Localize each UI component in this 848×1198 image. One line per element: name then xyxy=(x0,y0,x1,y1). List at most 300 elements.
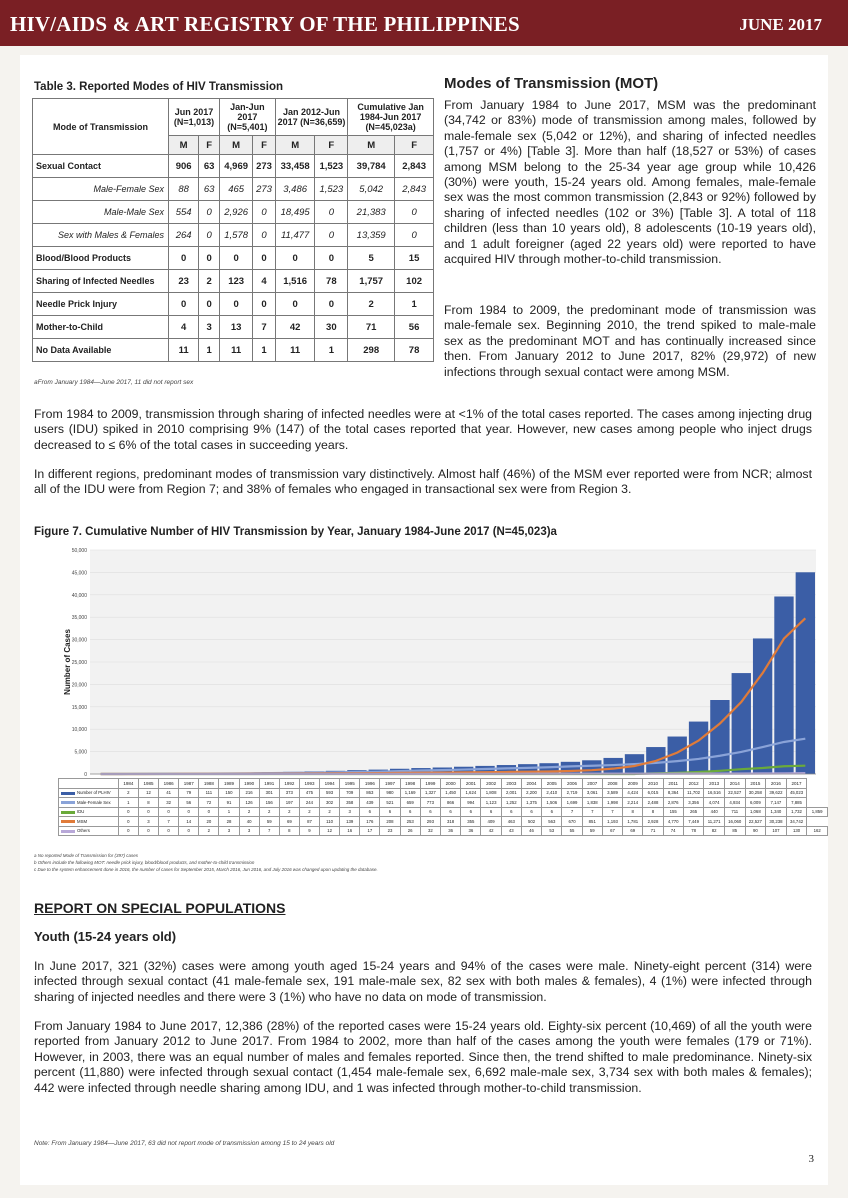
data-label: 6 xyxy=(501,807,521,817)
table-cell: 33,458 xyxy=(275,155,315,178)
table-cell: 1 xyxy=(395,293,434,316)
data-label: 4,770 xyxy=(663,817,683,827)
data-label: 373 xyxy=(279,788,299,798)
data-label: 8 xyxy=(643,807,663,817)
legend-entry xyxy=(59,817,119,827)
table-cell: 102 xyxy=(395,270,434,293)
table-cell: 1 xyxy=(253,339,276,362)
table-cell: 0 xyxy=(169,247,199,270)
data-label: 670 xyxy=(562,817,582,827)
bar-2007 xyxy=(582,760,601,774)
col-header: Jun 2017 (N=1,013) xyxy=(169,99,220,136)
table-cell: 465 xyxy=(220,178,253,201)
data-label: 440 xyxy=(704,807,725,817)
x-tick-label: 2009 xyxy=(623,779,643,789)
table-cell: 1 xyxy=(199,339,220,362)
sex-header-cell: M xyxy=(169,136,199,155)
table-row xyxy=(33,270,434,293)
x-tick-label: 1992 xyxy=(279,779,299,789)
data-label: 711 xyxy=(724,807,745,817)
x-tick-label: 1985 xyxy=(138,779,158,789)
data-label: 107 xyxy=(766,826,787,836)
data-label: 0 xyxy=(118,817,138,827)
data-label: 6 xyxy=(400,807,420,817)
data-label: 980 xyxy=(380,788,400,798)
x-tick-label: 2017 xyxy=(786,779,807,789)
data-label: 1,699 xyxy=(562,798,582,808)
youth-paragraph-1: In June 2017, 321 (32%) cases were among youth aged 15-24 years and 94% of the cases were male. Ninety-eight percent (314) were infected through sexual contact (41 male-female sex, 191 male-male sex, 82 sex with both males & females), 4 (1%) were infected through sharing of injected needles and there were 3 (1%) who have no data on mode of transmission. xyxy=(34,959,812,1004)
data-label: 1,838 xyxy=(582,798,602,808)
data-label: 302 xyxy=(320,798,340,808)
y-tick-label: 20,000 xyxy=(71,682,87,689)
data-label: 8 xyxy=(138,798,158,808)
data-label: 110 xyxy=(320,817,340,827)
data-label: 2,876 xyxy=(663,798,683,808)
x-tick-label: 1999 xyxy=(420,779,440,789)
table-cell: 0 xyxy=(315,201,348,224)
table-row xyxy=(33,316,434,339)
x-tick-label: 1994 xyxy=(320,779,340,789)
data-label: 7 xyxy=(582,807,602,817)
y-tick-label: 50,000 xyxy=(71,548,87,554)
sex-header-cell: F xyxy=(199,136,220,155)
data-label: 7,885 xyxy=(786,798,807,808)
data-label: 3 xyxy=(340,807,360,817)
x-tick-label: 1991 xyxy=(259,779,279,789)
row-label: No Data Available xyxy=(33,339,169,362)
data-label: 563 xyxy=(542,817,562,827)
data-label: 6 xyxy=(420,807,440,817)
series-row xyxy=(59,798,828,808)
series-row xyxy=(59,807,828,817)
table-row xyxy=(33,247,434,270)
table-cell: 1,757 xyxy=(348,270,395,293)
table-cell: 0 xyxy=(199,201,220,224)
data-label: 67 xyxy=(602,826,622,836)
figure7-title: Figure 7. Cumulative Number of HIV Transmission by Year, January 1984-June 2017 (N=45,023)a xyxy=(34,526,557,538)
table-cell: 2,843 xyxy=(395,178,434,201)
figure7-chart xyxy=(60,545,820,777)
data-label: 0 xyxy=(138,807,158,817)
y-tick-label: 10,000 xyxy=(71,727,87,734)
data-label: 46 xyxy=(521,826,541,836)
data-label: 1,375 xyxy=(521,798,541,808)
table-cell: 1,523 xyxy=(315,155,348,178)
y-tick-label: 15,000 xyxy=(71,704,87,711)
row-label: Sexual Contact xyxy=(33,155,169,178)
data-label: 3 xyxy=(138,817,158,827)
x-tick-label: 2010 xyxy=(643,779,663,789)
legend-entry xyxy=(59,798,119,808)
table-cell: 0 xyxy=(253,201,276,224)
data-label: 318 xyxy=(441,817,461,827)
data-label: 1,624 xyxy=(461,788,481,798)
data-label: 42 xyxy=(481,826,501,836)
data-label: 502 xyxy=(521,817,541,827)
data-label: 4,934 xyxy=(724,798,745,808)
data-label: 253 xyxy=(400,817,420,827)
x-tick-label: 1996 xyxy=(360,779,380,789)
table-cell: 88 xyxy=(169,178,199,201)
data-label: 3,356 xyxy=(683,798,704,808)
data-label: 2 xyxy=(279,807,299,817)
data-label: 2 xyxy=(199,826,219,836)
data-label: 2,001 xyxy=(501,788,521,798)
x-tick-label: 2000 xyxy=(441,779,461,789)
data-label: 3 xyxy=(219,826,239,836)
table-cell: 4 xyxy=(169,316,199,339)
youth-paragraph-2: From January 1984 to June 2017, 12,386 (28%) of the reported cases were 15-24 years old. Eighty-six percent (10,469) of all the youth were reported from January 2012 to June 2017. From 1984 to 2002, more than half of the cases among the youth were females (179 or 71%). However, in 2003, there was an equal number of males and females reported. Since then, the trend shifted to male predominance. Ninety-six percent (11,880) were infected through sexual contact (1,454 male-female sex, 6,692 male-male sex, 3,734 sex with both males & females); 442 were infected through needle sharing among IDU, and 1 was infected through mother-to-child transmission. xyxy=(34,1019,812,1095)
table-cell: 30 xyxy=(315,316,348,339)
data-label: 11,271 xyxy=(704,817,725,827)
data-label: 126 xyxy=(239,798,259,808)
x-tick-label: 1997 xyxy=(380,779,400,789)
data-label: 53 xyxy=(542,826,562,836)
table-cell: 4,969 xyxy=(220,155,253,178)
data-label: 4,074 xyxy=(704,798,725,808)
data-label: 32 xyxy=(420,826,440,836)
data-label: 85 xyxy=(724,826,745,836)
data-label: 72 xyxy=(199,798,219,808)
data-label: 521 xyxy=(380,798,400,808)
data-label: 14 xyxy=(179,817,199,827)
table-cell: 2,926 xyxy=(220,201,253,224)
y-tick-label: 40,000 xyxy=(71,592,87,599)
table-cell: 1,523 xyxy=(315,178,348,201)
legend-label: Number of PLHIV xyxy=(77,790,111,796)
series-row xyxy=(59,788,828,798)
table-cell: 264 xyxy=(169,224,199,247)
data-label: 7,147 xyxy=(766,798,787,808)
data-label: 1 xyxy=(219,807,239,817)
data-label: 1,123 xyxy=(481,798,501,808)
table-cell: 554 xyxy=(169,201,199,224)
x-tick-label: 1995 xyxy=(340,779,360,789)
table-cell: 0 xyxy=(199,224,220,247)
legend-entry xyxy=(59,807,119,817)
legend-swatch xyxy=(61,801,75,804)
data-label: 1,068 xyxy=(745,807,766,817)
data-label: 593 xyxy=(320,788,340,798)
data-label: 16 xyxy=(340,826,360,836)
table-cell: 18,495 xyxy=(275,201,315,224)
data-label: 28 xyxy=(219,817,239,827)
data-label: 7 xyxy=(259,826,279,836)
x-tick-label: 2007 xyxy=(582,779,602,789)
x-tick-label: 1984 xyxy=(118,779,138,789)
data-label: 0 xyxy=(179,826,199,836)
data-label: 659 xyxy=(400,798,420,808)
x-tick-label: 2002 xyxy=(481,779,501,789)
legend-label: Others xyxy=(77,828,90,834)
table3-footnote: aFrom January 1984—June 2017, 11 did not report sex xyxy=(34,379,194,386)
x-tick-label: 2014 xyxy=(724,779,745,789)
data-label: 2,410 xyxy=(542,788,562,798)
figure7-data-table xyxy=(58,778,828,836)
data-label: 6 xyxy=(441,807,461,817)
table-cell: 13 xyxy=(220,316,253,339)
report-title: HIV/AIDS & ART REGISTRY OF THE PHILIPPINES xyxy=(10,12,520,36)
data-label: 2,200 xyxy=(521,788,541,798)
data-label: 130 xyxy=(786,826,807,836)
data-label: 0 xyxy=(118,807,138,817)
table-cell: 0 xyxy=(315,247,348,270)
table-cell: 71 xyxy=(348,316,395,339)
table-row xyxy=(33,178,434,201)
data-label: 475 xyxy=(299,788,319,798)
data-label: 773 xyxy=(420,798,440,808)
mot-paragraph-3: From 1984 to 2009, transmission through sharing of infected needles were at <1% of the total cases reported. The cases among injecting drug users (IDU) spiked in 2010 comprising 9% (147) of the total cases reported that year. However, new cases among people who inject drugs decreased to ≤ 6% of the total cases in succeeding years. xyxy=(34,407,812,452)
figure7-footnote: a No reported Mode of Transmission for (397) cases xyxy=(34,853,138,858)
table-cell: 298 xyxy=(348,339,395,362)
data-label: 208 xyxy=(380,817,400,827)
bar-2017 xyxy=(796,572,815,774)
data-label: 30,238 xyxy=(766,817,787,827)
legend-entry xyxy=(59,788,119,798)
data-label: 176 xyxy=(360,817,380,827)
table-cell: 11,477 xyxy=(275,224,315,247)
data-label: 4,424 xyxy=(623,788,643,798)
row-label: Sharing of Infected Needles xyxy=(33,270,169,293)
data-label: 36 xyxy=(461,826,481,836)
page-number: 3 xyxy=(808,1153,814,1165)
table-cell: 2 xyxy=(348,293,395,316)
data-label: 22,527 xyxy=(745,817,766,827)
table-cell: 906 xyxy=(169,155,199,178)
data-label: 59 xyxy=(259,817,279,827)
blank-cell xyxy=(59,779,119,789)
sex-header-cell: F xyxy=(253,136,276,155)
table-cell: 273 xyxy=(253,155,276,178)
data-label: 43 xyxy=(501,826,521,836)
table-cell: 3 xyxy=(199,316,220,339)
data-label: 244 xyxy=(299,798,319,808)
sex-header-cell: M xyxy=(275,136,315,155)
y-tick-label: 0 xyxy=(84,772,87,777)
x-tick-label: 2011 xyxy=(663,779,683,789)
figure7-footnotes xyxy=(34,852,378,873)
data-label: 866 xyxy=(441,798,461,808)
data-label: 851 xyxy=(582,817,602,827)
data-label: 1,450 xyxy=(441,788,461,798)
data-label: 40 xyxy=(239,817,259,827)
legend-label: MSM xyxy=(77,818,88,824)
data-label: 82 xyxy=(704,826,725,836)
legend-label: IDU xyxy=(77,809,85,815)
data-label: 0 xyxy=(199,807,219,817)
legend-label: Male-Female Sex xyxy=(77,799,111,805)
legend-swatch xyxy=(61,811,75,814)
legend-entry xyxy=(59,826,119,836)
y-tick-label: 35,000 xyxy=(71,615,87,622)
col-header: Cumulative Jan 1984-Jun 2017 (N=45,023a) xyxy=(348,99,434,136)
row-label: Male-Female Sex xyxy=(33,178,169,201)
y-tick-label: 45,000 xyxy=(71,570,87,577)
table-cell: 0 xyxy=(315,293,348,316)
x-tick-label: 1998 xyxy=(400,779,420,789)
figure7-footnote: b Others include the following MOT: needle prick injury, blood/blood products, and mother-to-child transmission xyxy=(34,860,255,865)
table-cell: 13,359 xyxy=(348,224,395,247)
data-label: 1,252 xyxy=(501,798,521,808)
table-cell: 0 xyxy=(220,293,253,316)
data-label: 197 xyxy=(279,798,299,808)
table-cell: 5 xyxy=(348,247,395,270)
y-axis-label: Number of Cases xyxy=(63,629,72,695)
data-label: 0 xyxy=(118,826,138,836)
bar-2016 xyxy=(774,596,793,774)
legend-swatch xyxy=(61,830,75,833)
col-mode-header: Mode of Transmission xyxy=(33,99,169,155)
x-tick-label: 2004 xyxy=(521,779,541,789)
data-label: 34,742 xyxy=(786,817,807,827)
x-tick-label: 2012 xyxy=(683,779,704,789)
table-cell: 11 xyxy=(220,339,253,362)
data-label: 6 xyxy=(360,807,380,817)
data-label: 16,060 xyxy=(724,817,745,827)
mot-paragraph-4: In different regions, predominant modes of transmission vary distinctively. Almost half (46%) of the MSM ever reported were from NCR; almost all of the IDU were from Region 7; and 38% of females who engaged in transactional sex were from Region 3. xyxy=(34,467,812,497)
data-label: 0 xyxy=(159,826,179,836)
col-header: Jan 2012-Jun 2017 (N=36,659) xyxy=(275,99,347,136)
table-row xyxy=(33,201,434,224)
data-label: 1,998 xyxy=(602,798,622,808)
data-label: 39,622 xyxy=(766,788,787,798)
data-label: 1,506 xyxy=(542,798,562,808)
table-cell: 3,486 xyxy=(275,178,315,201)
data-label: 439 xyxy=(360,798,380,808)
data-label: 8,364 xyxy=(663,788,683,798)
data-label: 7 xyxy=(602,807,622,817)
data-label: 2 xyxy=(299,807,319,817)
page-header xyxy=(0,0,848,46)
table-row xyxy=(33,293,434,316)
col-header: Jan-Jun 2017 (N=5,401) xyxy=(220,99,276,136)
data-label: 41 xyxy=(159,788,179,798)
table-cell: 0 xyxy=(315,224,348,247)
bar-2014 xyxy=(732,673,751,774)
data-label: 1,327 xyxy=(420,788,440,798)
data-label: 1,340 xyxy=(766,807,787,817)
data-label: 2 xyxy=(118,788,138,798)
mot-paragraph-1: From January 1984 to June 2017, MSM was the predominant (34,742 or 83%) mode of transmission among males, followed by male-female sex (5,042 or 12%), and sharing of infected needles (1,757 or 4%) [Table 3]. More than half (18,527 or 53%) of cases among MSM belong to the 25-34 year age group while 10,426 (30%) were youth, 15-24 years old. Among females, male-female sex was the most common transmission (2,843 or 92%) followed by sharing of infected needles (102 or 3%) [Table 3]. A total of 118 children (less than 10 years old), 8 adolescents (10-19 years old), and 1 adult foreigner (aged 22 years old) were reported to have acquired HIV through mother-to-child transmission. xyxy=(444,98,816,267)
sex-header-cell: F xyxy=(315,136,348,155)
data-label: 12 xyxy=(138,788,158,798)
data-label: 2 xyxy=(320,807,340,817)
row-label: Blood/Blood Products xyxy=(33,247,169,270)
data-label: 55 xyxy=(562,826,582,836)
x-tick-label: 2013 xyxy=(704,779,725,789)
data-label: 17 xyxy=(360,826,380,836)
table-row xyxy=(33,339,434,362)
data-label: 12 xyxy=(320,826,340,836)
y-tick-label: 5,000 xyxy=(74,749,87,756)
data-label: 3,061 xyxy=(582,788,602,798)
youth-heading: Youth (15-24 years old) xyxy=(34,929,177,944)
data-label: 409 xyxy=(481,817,501,827)
data-label: 709 xyxy=(340,788,360,798)
table-cell: 7 xyxy=(253,316,276,339)
data-label: 7 xyxy=(562,807,582,817)
data-label: 26 xyxy=(400,826,420,836)
data-label: 6 xyxy=(481,807,501,817)
table3-title: Table 3. Reported Modes of HIV Transmission xyxy=(34,81,284,93)
data-label: 2,488 xyxy=(643,798,663,808)
x-tick-label: 1986 xyxy=(159,779,179,789)
data-label: 69 xyxy=(279,817,299,827)
table-cell: 123 xyxy=(220,270,253,293)
x-tick-label: 2001 xyxy=(461,779,481,789)
data-label: 1 xyxy=(118,798,138,808)
table-cell: 0 xyxy=(169,293,199,316)
sex-header-cell: M xyxy=(348,136,395,155)
series-row xyxy=(59,826,828,836)
x-tick-label: 1987 xyxy=(179,779,199,789)
table-cell: 0 xyxy=(253,247,276,270)
data-label: 0 xyxy=(138,826,158,836)
data-label: 111 xyxy=(199,788,219,798)
data-label: 23 xyxy=(380,826,400,836)
table-cell: 0 xyxy=(199,247,220,270)
table-cell: 0 xyxy=(199,293,220,316)
figure7-footnote: c Due to the system enhancement done in 2016, the number of cases for September 2015, March 2016, Jun 2016, and July 2016 was changed upon updating the database. xyxy=(34,867,378,872)
data-label: 1,193 xyxy=(602,817,622,827)
data-label: 0 xyxy=(179,807,199,817)
data-label: 8 xyxy=(279,826,299,836)
row-label: Needle Prick Injury xyxy=(33,293,169,316)
table-cell: 11 xyxy=(169,339,199,362)
data-label: 1,859 xyxy=(807,807,828,817)
data-label: 79 xyxy=(179,788,199,798)
table-cell: 63 xyxy=(199,155,220,178)
data-label: 6 xyxy=(542,807,562,817)
data-label: 74 xyxy=(663,826,683,836)
data-label: 463 xyxy=(501,817,521,827)
x-tick-label: 1993 xyxy=(299,779,319,789)
data-label: 6 xyxy=(380,807,400,817)
data-label: 16,516 xyxy=(704,788,725,798)
row-label: Sex with Males & Females xyxy=(33,224,169,247)
table-cell: 0 xyxy=(275,247,315,270)
data-label: 91 xyxy=(219,798,239,808)
data-label: 6 xyxy=(461,807,481,817)
data-label: 9 xyxy=(299,826,319,836)
y-tick-label: 25,000 xyxy=(71,660,87,666)
x-tick-label: 1990 xyxy=(239,779,259,789)
special-populations-heading: REPORT ON SPECIAL POPULATIONS xyxy=(34,900,286,916)
y-tick-label: 30,000 xyxy=(71,637,87,644)
data-label: 87 xyxy=(299,817,319,827)
data-label: 2,719 xyxy=(562,788,582,798)
x-tick-label: 2008 xyxy=(602,779,622,789)
data-label: 6 xyxy=(521,807,541,817)
data-label: 216 xyxy=(239,788,259,798)
data-label: 139 xyxy=(340,817,360,827)
data-label: 1,169 xyxy=(400,788,420,798)
table-cell: 11 xyxy=(275,339,315,362)
table-cell: 0 xyxy=(253,293,276,316)
table-cell: 0 xyxy=(220,247,253,270)
data-label: 32 xyxy=(159,798,179,808)
data-label: 3,589 xyxy=(602,788,622,798)
data-label: 6,015 xyxy=(643,788,663,798)
data-label: 69 xyxy=(623,826,643,836)
mot-heading: Modes of Transmission (MOT) xyxy=(444,75,659,92)
table-cell: 2,843 xyxy=(395,155,434,178)
table-cell: 21,383 xyxy=(348,201,395,224)
data-label: 90 xyxy=(745,826,766,836)
data-label: 2,214 xyxy=(623,798,643,808)
table3 xyxy=(32,98,434,362)
table-cell: 0 xyxy=(395,201,434,224)
